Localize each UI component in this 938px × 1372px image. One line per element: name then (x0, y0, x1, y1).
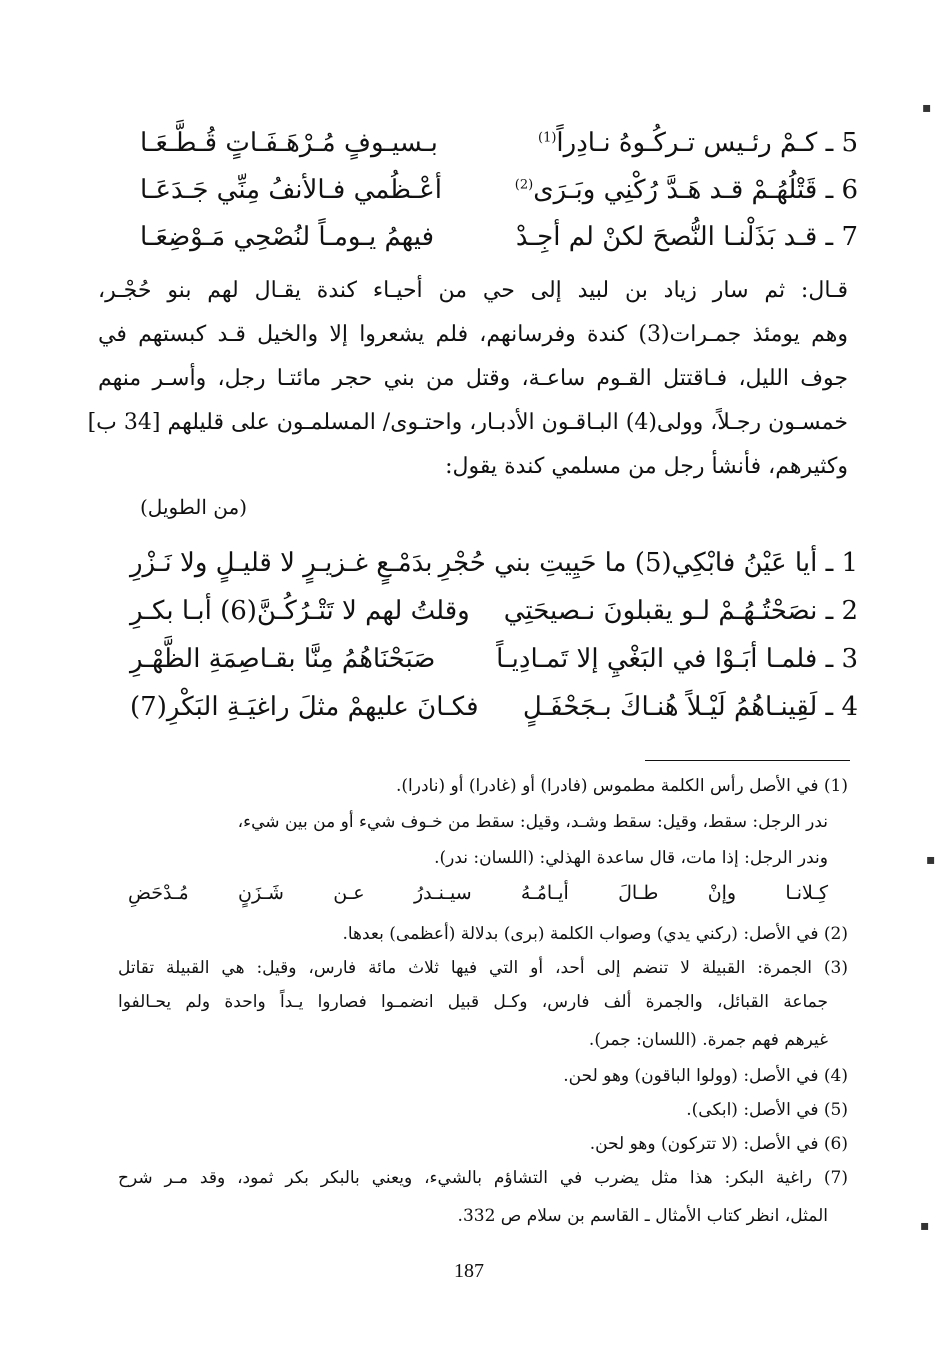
footnote-7-cont: المثل، انظر كتاب الأمثال ـ القاسم بن سلام ص 332. (457, 1206, 828, 1226)
poem-verse-3-second: صَبَحْنَاهُمُ مِنَّا بقـاصِمَةِ الظَّهْـرِ (130, 644, 436, 674)
footnote-7: (7) راغية البكر: هذا مثل يضرب في التشاؤم بالشيء، ويعني بالبكر بكر ثمود، وقد مـر شرح (118, 1168, 848, 1188)
footnote-2: (2) في الأصل: (ركني يدي) وصواب الكلمة (برى) بدلالة (أعظمى) بعدها. (342, 924, 848, 944)
footnote-1-cont-1: ندر الرجل: سقط، وقيل: سقط وشـد، وقيل: سقط من خـوف شيء أو من بين شيء، (237, 812, 828, 832)
footnote-1: (1) في الأصل رأس الكلمة مطموس (فادرا) أو (غادرا) أو (نادرا). (396, 776, 848, 796)
poem-verse-2-first: 2 ـ نصَحْتُـهُـمْ لـو يقبلونَ نـصيحَتِي (503, 596, 858, 626)
footnote-1-poem-line: كِـلانـا وإنْ طـالَ أيـامُـهُ سيـنـدرُ عـن شَـزَنٍ مُـدْحَضِ (128, 882, 828, 904)
footnote-3: (3) الجمرة: القبيلة لا تنضم إلى أحد، أو التي فيها ثلاث مائة فارس، وقيل: هي القبيلة تقاتل (118, 958, 848, 978)
verse-6-second-hemistich: أعْـظُمي فـالأنفُ مِنِّي جَـدَعَـا (140, 175, 442, 205)
poem-verse-2-second: وقلتُ لهم لا تَتْـرُكُـنَّ(6) أبـا بكـرِ (130, 596, 470, 626)
scan-speck: ▪ (922, 100, 932, 116)
verse-7-first-hemistich: 7 ـ قـد بَذَلْنـا النُّصحَ لكنْ لم أجِـدْ (515, 222, 858, 252)
prose-line-2: وهم يومئذ جمـرات(3) كندة وفرسانهم، فلم يشعروا إلا والخيل قـد كبستهم في (98, 322, 849, 347)
poem-verse-3-first: 3 ـ فلمـا أبَـوْا في البَغْيِ إلا تَمـادِيـاً (496, 644, 858, 674)
poem-verse-1-second: بدَمْـعٍ غـزيـرٍ لا قليـلٍ ولا نَـزْرِ (130, 548, 433, 578)
verse-6-first-hemistich: 6 ـ قَتْلُهُـمْ قـد هَـدَّ رُكْنِي وبَـرَى$^{(2)}$ (514, 175, 858, 205)
footnote-divider (645, 760, 850, 761)
footnote-3-cont-2: غيرهم فهم جمرة. (اللسان: جمر). (588, 1030, 828, 1050)
verse-5-second-hemistich: بـسيـوفٍ مُـرْهَـفَـاتٍ قُـطَّـعَـا (140, 128, 438, 158)
scan-speck: ▪ (926, 852, 936, 868)
poem-verse-4-second: فكـانَ عليهمْ مثلَ راغيَـةِ البَكْرِ(7) (130, 692, 479, 722)
prose-line-5: وكثيرهم، فأنشأ رجل من مسلمي كندة يقول: (445, 454, 848, 479)
verse-5-first-hemistich: 5 ـ كـمْ رئـيس تـركُـوهُ نـادِراً$^{(1)}$ (537, 128, 858, 158)
prose-line-4: خمسـون رجـلاً، وولى(4) البـاقـون الأدبـار، واحتـوى/ المسلمـون على قليلهم [34 ب] (87, 410, 848, 435)
prose-line-1: قـال: ثم سار زياد بن لبيد إلى حي من أحيـاء كندة يقـال لهم بنو حُجْـر، (98, 278, 848, 303)
scan-speck: ▪ (920, 1218, 930, 1234)
verse-7-second-hemistich: فيهمُ يـومـاً لنُصْحِي مَـوْضِعَـا (140, 222, 435, 252)
poem-meter: (من الطويل) (140, 495, 248, 519)
footnote-3-cont-1: جماعة القبائل، والجمرة ألف فارس، وكـل قبيل انضمـوا فصاروا يـداً واحدة ولم يحـالفوا (118, 992, 828, 1012)
prose-line-3: جوف الليل، فـاقتتل القـوم ساعـة، وقتل من بني حجر مائتـا رجل، وأسـر منهم (98, 366, 848, 391)
footnote-5: (5) في الأصل: (ابكى). (686, 1100, 848, 1120)
footnote-1-cont-2: وندر الرجل: إذا مات، قال ساعدة الهذلي: (اللسان: ندر). (434, 848, 828, 868)
footnote-6: (6) في الأصل: (لا تتركون) وهو لحن. (589, 1134, 848, 1154)
poem-verse-1-first: 1 ـ أيا عَيْنُ فابْكِي(5) ما حَيِيتِ بني حُجْرِ (438, 548, 858, 578)
page-number: 187 (454, 1260, 484, 1282)
footnote-4: (4) في الأصل: (وولوا الباقون) وهو لحن. (563, 1066, 848, 1086)
poem-verse-4-first: 4 ـ لَقِينـاهُمُ لَيْـلاً هُنـاكَ بـجَحْفَـلٍ (522, 692, 858, 722)
